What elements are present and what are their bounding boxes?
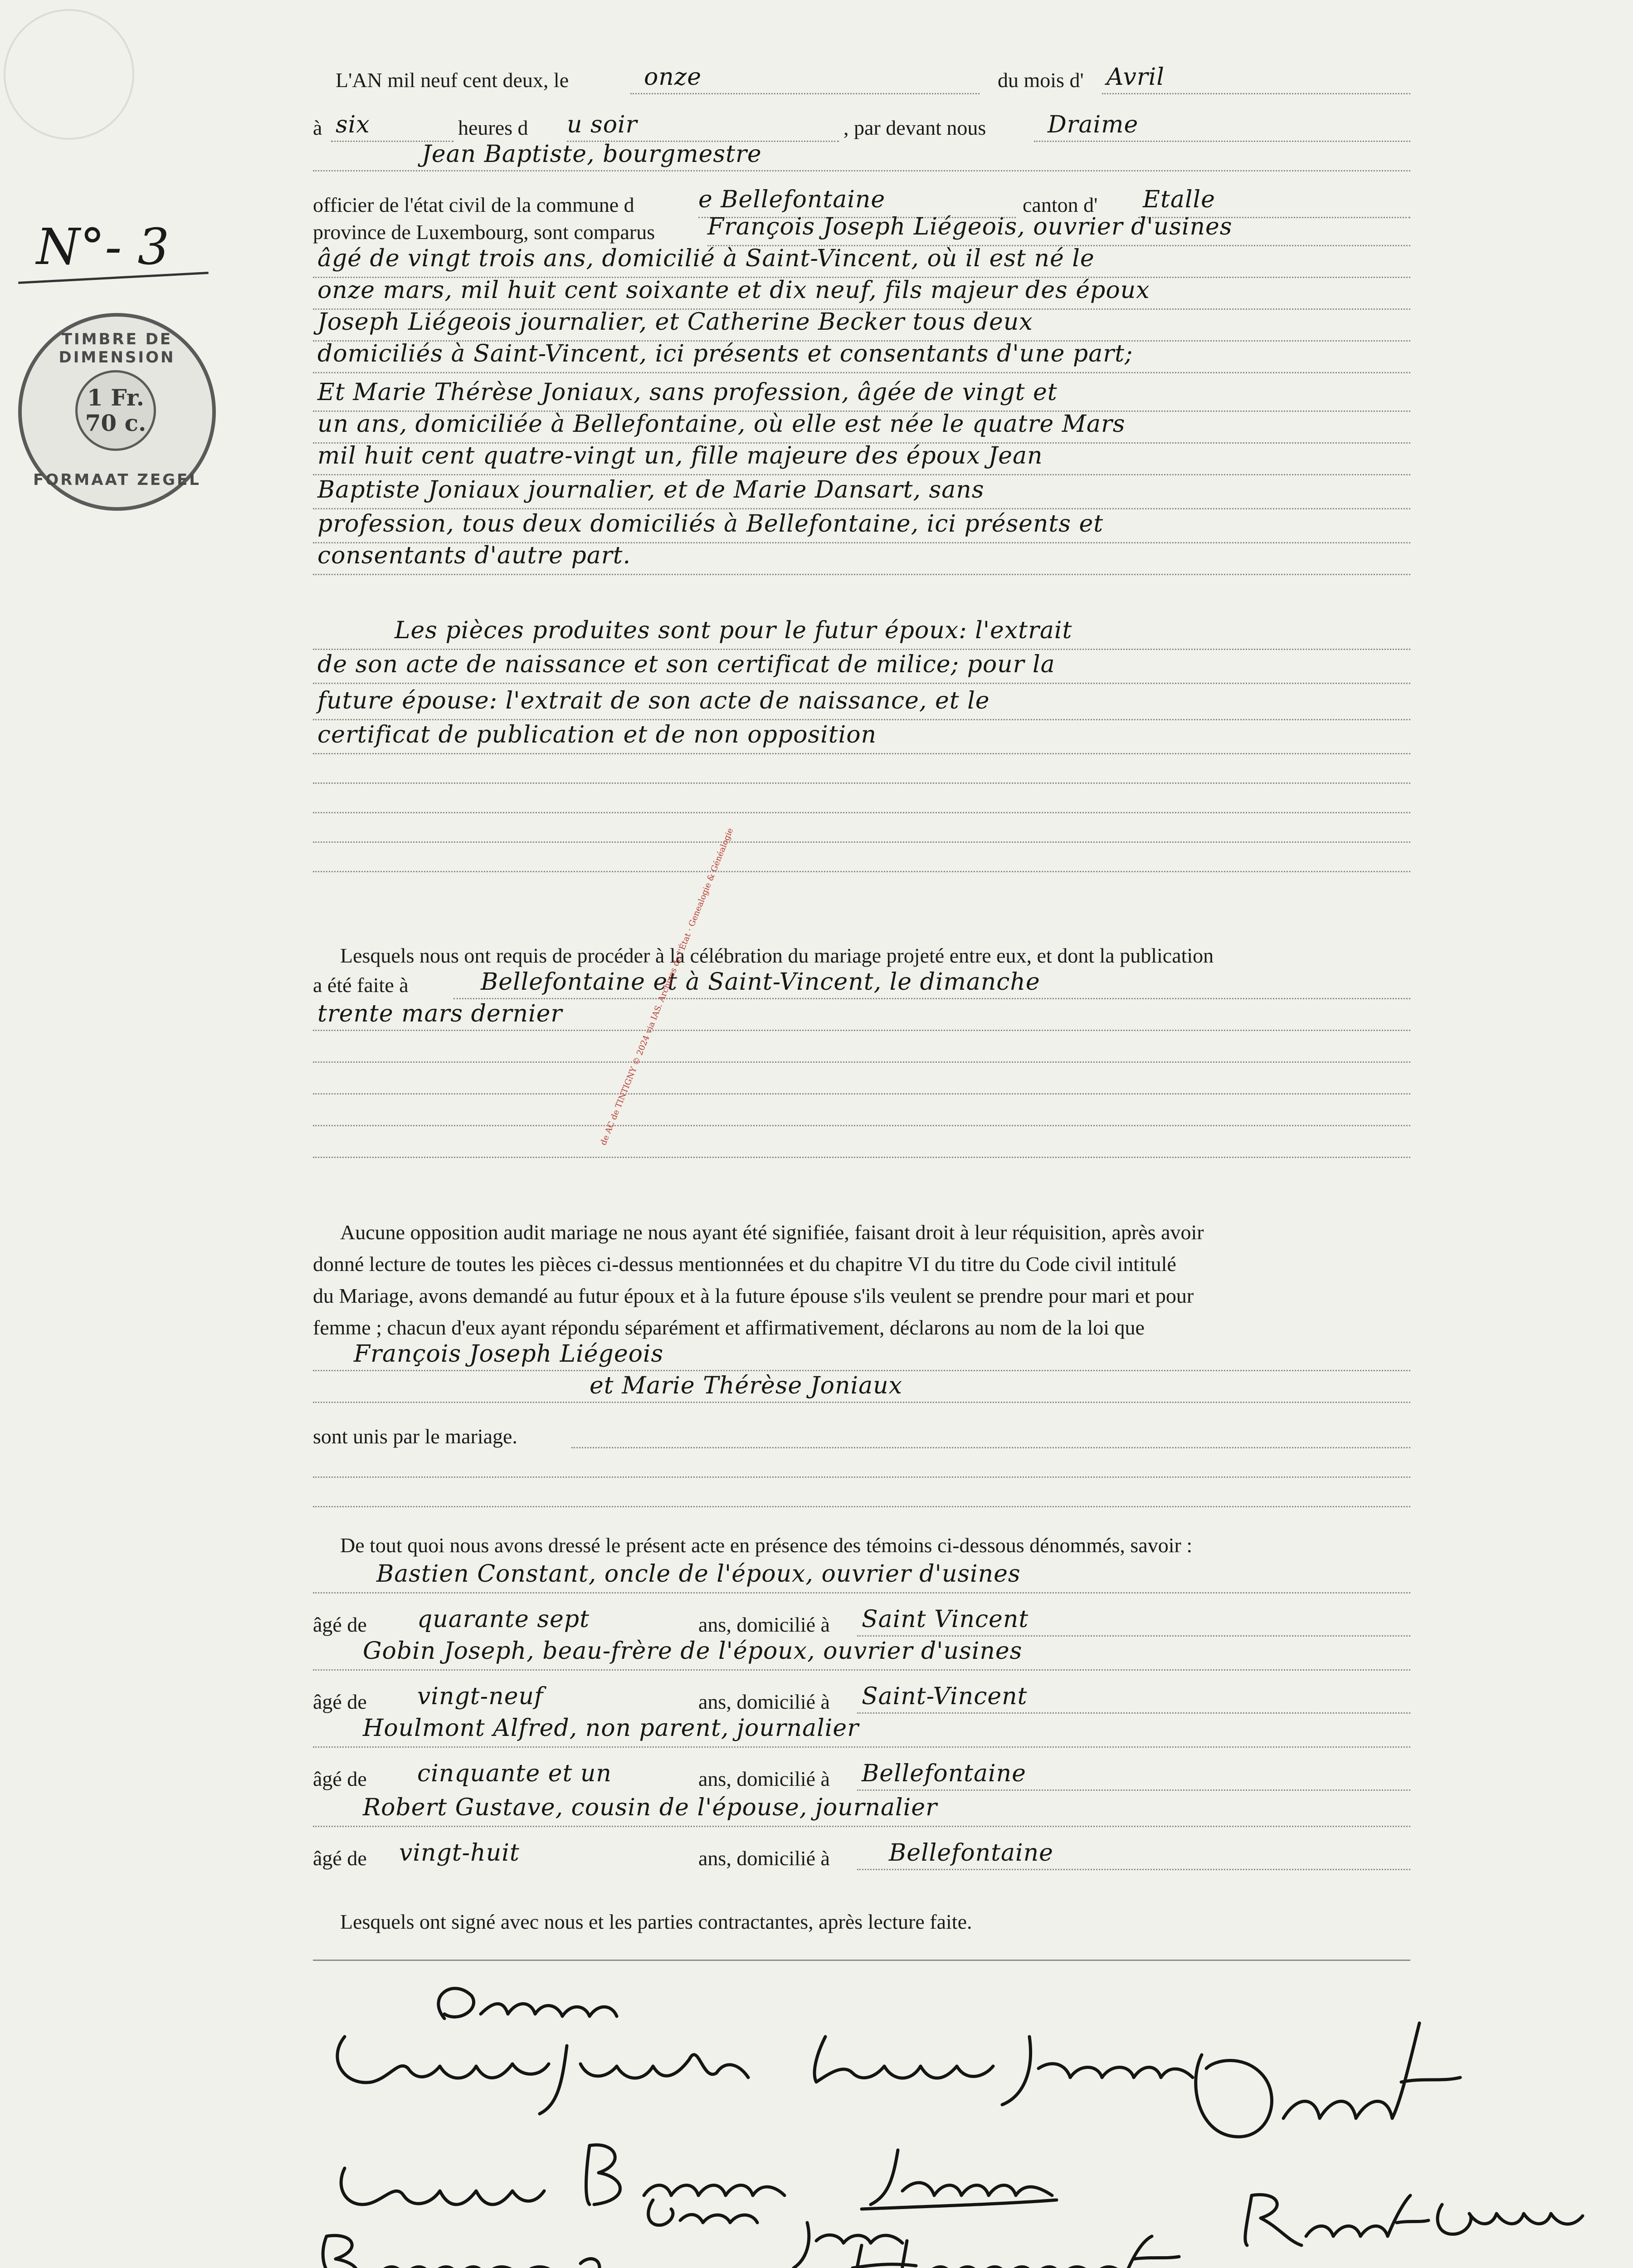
- opposition-text: Aucune opposition audit mariage ne nous ayant été signifiée, faisant droit à leur réquisition, après avoir: [340, 1221, 1204, 1244]
- witness-place: Saint-Vincent: [862, 1683, 1028, 1710]
- rule: [313, 812, 1410, 813]
- witness-age-label: âgé de: [313, 1847, 367, 1870]
- rule: [313, 170, 1410, 171]
- witness-domicile-label: ans, domicilié à: [698, 1690, 830, 1713]
- header-month-label: du mois d': [998, 68, 1084, 92]
- witnesses-intro: De tout quoi nous avons dressé le présent acte en présence des témoins ci-dessous dénommés, savoir :: [340, 1534, 1193, 1557]
- rule: [313, 1960, 1410, 1961]
- signature-bastien: [323, 2235, 612, 2268]
- rule: [313, 683, 1410, 684]
- header-heures: heures d: [458, 116, 528, 139]
- publication-date: trente mars dernier: [317, 1000, 563, 1027]
- signature-draime: [439, 1989, 617, 2019]
- archive-watermark: de AC de TINTIGNY © 2024 via IAS. Archives de l'État · Genealogie & Généalogie: [599, 826, 736, 1147]
- rule: [313, 1093, 1410, 1095]
- pieces-line: Les pièces produites sont pour le futur époux: l'extrait: [395, 617, 1072, 644]
- publication-place-label: a été faite à: [313, 973, 409, 997]
- parties-line: un ans, domiciliée à Bellefontaine, où elle est née le quatre Mars: [317, 411, 1126, 438]
- witness-name: Houlmont Alfred, non parent, journalier: [363, 1715, 859, 1742]
- rule: [313, 719, 1410, 720]
- witness-place: Bellefontaine: [862, 1760, 1026, 1787]
- rule: [1102, 93, 1410, 94]
- rule: [857, 1789, 1410, 1791]
- rule: [313, 1826, 1410, 1827]
- witness-age-label: âgé de: [313, 1690, 367, 1713]
- embossed-seal: [4, 9, 134, 140]
- united-text: sont unis par le mariage.: [313, 1425, 517, 1448]
- rule: [313, 508, 1410, 509]
- witness-age: vingt-huit: [399, 1839, 520, 1867]
- rule: [313, 1370, 1410, 1371]
- header-par-devant: , par devant nous: [843, 116, 986, 139]
- signature-joseph: [794, 2223, 902, 2268]
- signature-liegeois: [341, 2168, 544, 2204]
- header-time-of-day: u soir: [567, 111, 638, 138]
- witness-domicile-label: ans, domicilié à: [698, 1847, 830, 1870]
- parties-line: profession, tous deux domiciliés à Bellefontaine, ici présents et: [317, 510, 1104, 538]
- rule: [313, 871, 1410, 872]
- parties-line: François Joseph Liégeois, ouvrier d'usines: [707, 213, 1233, 240]
- rule: [313, 753, 1410, 754]
- rule: [313, 1061, 1410, 1063]
- groom-name: François Joseph Liégeois: [354, 1340, 664, 1368]
- pieces-line: de son acte de naissance et son certificat de milice; pour la: [317, 651, 1055, 678]
- opposition-text: femme ; chacun d'eux ayant répondu séparément et affirmativement, déclarons au nom de la loi que: [313, 1316, 1145, 1339]
- canton-label: canton d': [1023, 193, 1098, 216]
- timbre-value: [75, 370, 156, 451]
- header-a: à: [313, 116, 322, 139]
- opposition-text: donné lecture de toutes les pièces ci-dessus mentionnées et du chapitre VI du titre du Code civil intitulé: [313, 1252, 1176, 1276]
- header-year: L'AN mil neuf cent deux, le: [336, 68, 569, 92]
- timbre-bottom-text: FORMAAT ZEGEL: [33, 471, 201, 489]
- rule: [313, 841, 1410, 843]
- witness-place: Bellefontaine: [889, 1839, 1053, 1867]
- signature-therese-joniaux: [814, 2037, 1193, 2105]
- timbre-top-text: TIMBRE DE DIMENSION: [58, 330, 175, 367]
- witness-place: Saint Vincent: [862, 1606, 1029, 1633]
- publication-places: Bellefontaine et à Saint-Vincent, le dimanche: [481, 968, 1040, 996]
- commune: e Bellefontaine: [698, 186, 886, 213]
- signature-robert-gustave: [1245, 2195, 1583, 2245]
- signatures-area: [0, 1969, 1633, 2268]
- parties-line: consentants d'autre part.: [317, 542, 631, 569]
- rule: [313, 1125, 1410, 1126]
- rule: [313, 474, 1410, 475]
- rule: [857, 1635, 1410, 1637]
- signature-liegeois-joseph: [337, 2037, 748, 2114]
- closing-text: Lesquels ont signé avec nous et les parties contractantes, après lecture faite.: [340, 1910, 972, 1933]
- rule: [453, 998, 1410, 999]
- witness-domicile-label: ans, domicilié à: [698, 1767, 830, 1790]
- witness-age-label: âgé de: [313, 1767, 367, 1790]
- header-day: onze: [644, 64, 702, 91]
- rule: [313, 1157, 1410, 1158]
- timbre-value-line1: 1 Fr.: [87, 384, 144, 411]
- rule: [313, 1669, 1410, 1671]
- publication-text: Lesquels nous ont requis de procéder à la célébration du mariage projeté entre eux, et dont la publication: [340, 944, 1214, 967]
- witness-name: Robert Gustave, cousin de l'épouse, journalier: [363, 1794, 937, 1821]
- rule: [313, 1506, 1410, 1507]
- rule: [313, 1402, 1410, 1403]
- rule: [1034, 141, 1410, 142]
- rule: [630, 93, 980, 94]
- pieces-line: future épouse: l'extrait de son acte de naissance, et le: [317, 687, 990, 714]
- signature-gobin: [648, 2200, 757, 2225]
- rule: [571, 1447, 1410, 1448]
- pieces-line: certificat de publication et de non opposition: [317, 721, 877, 748]
- rule: [313, 782, 1410, 784]
- parties-line: mil huit cent quatre-vingt un, fille majeure des époux Jean: [317, 442, 1043, 469]
- officer-label: officier de l'état civil de la commune d: [313, 193, 634, 216]
- signature-joniaux: [862, 2150, 1057, 2209]
- parties-line: Et Marie Thérèse Joniaux, sans profession, âgée de vingt et: [317, 379, 1058, 406]
- rule: [857, 1712, 1410, 1714]
- parties-line: Baptiste Joniaux journalier, et de Marie Dansart, sans: [317, 476, 985, 503]
- timbre-value-line2: 70 c.: [85, 410, 146, 436]
- bride-name: et Marie Thérèse Joniaux: [590, 1372, 902, 1399]
- rule: [313, 1746, 1410, 1748]
- witness-age-label: âgé de: [313, 1613, 367, 1636]
- rule: [313, 1030, 1410, 1031]
- canton: Etalle: [1143, 186, 1215, 213]
- witness-age: quarante sept: [417, 1606, 590, 1633]
- parties-line: Joseph Liégeois journalier, et Catherine Becker tous deux: [317, 308, 1033, 336]
- header-month: Avril: [1107, 64, 1165, 91]
- acte-number: N°- 3: [36, 218, 170, 276]
- opposition-text: du Mariage, avons demandé au futur époux et à la future épouse s'ils veulent se prendre pour mari et pour: [313, 1284, 1194, 1307]
- rule: [313, 372, 1410, 373]
- rule: [313, 574, 1410, 575]
- witness-name: Gobin Joseph, beau-frère de l'époux, ouvrier d'usines: [363, 1637, 1023, 1665]
- witness-domicile-label: ans, domicilié à: [698, 1613, 830, 1636]
- witness-age: cinquante et un: [417, 1760, 612, 1787]
- parties-line: onze mars, mil huit cent soixante et dix neuf, fils majeur des époux: [317, 277, 1150, 304]
- witness-name: Bastien Constant, oncle de l'époux, ouvrier d'usines: [376, 1560, 1021, 1588]
- rule: [313, 1476, 1410, 1478]
- rule: [313, 649, 1410, 650]
- rule: [857, 1869, 1410, 1870]
- rule: [313, 1592, 1410, 1593]
- officer-name: Jean Baptiste, bourgmestre: [422, 141, 762, 168]
- timbre-stamp: [18, 313, 216, 511]
- parties-line: domiciliés à Saint-Vincent, ici présents et consentants d'une part;: [317, 340, 1133, 367]
- witness-age: vingt-neuf: [417, 1683, 544, 1710]
- province-label: province de Luxembourg, sont comparus: [313, 220, 655, 244]
- officer-surname: Draime: [1048, 111, 1139, 138]
- parties-line: âgé de vingt trois ans, domicilié à Saint-Vincent, où il est né le: [317, 245, 1095, 272]
- header-hour: six: [336, 111, 370, 138]
- signature-becker: [586, 2145, 785, 2204]
- signature-dansart: [1196, 2023, 1460, 2137]
